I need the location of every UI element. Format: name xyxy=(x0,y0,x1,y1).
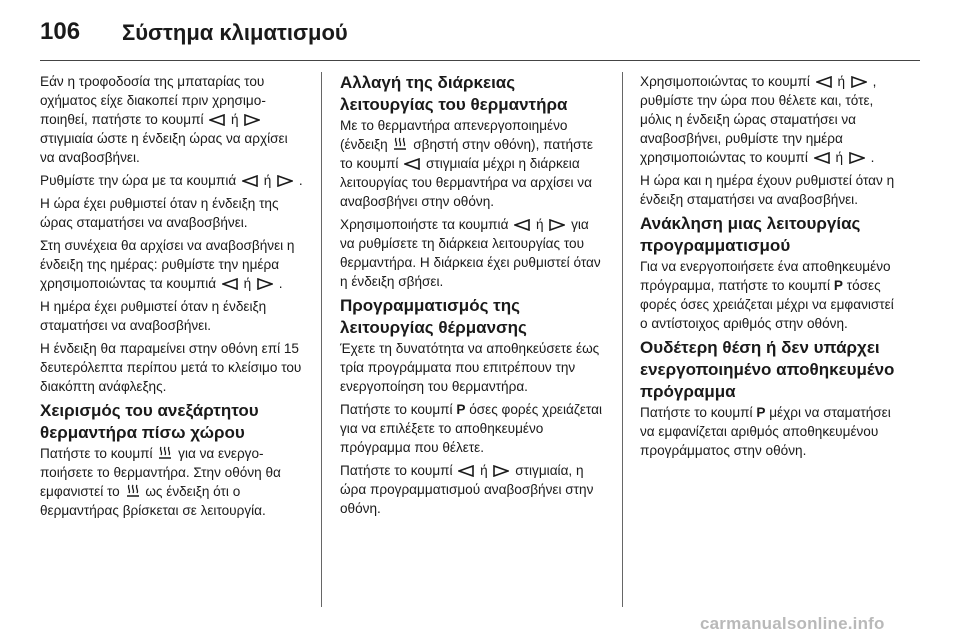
paragraph: Η ημέρα έχει ρυθμιστεί όταν η ένδειξη σταματήσει να αναβοσβήνει. xyxy=(40,299,267,333)
section-heading: Προγραμματισμός της λειτουργίας θέρμανσης xyxy=(340,296,527,337)
triangle-left-icon xyxy=(816,76,832,88)
paragraph xyxy=(340,215,605,291)
text: ως ένδειξη ότι ο θερμαντήρας βρίσκεται σε λειτουργία. xyxy=(40,484,266,518)
header-rule xyxy=(40,60,920,61)
paragraph xyxy=(340,400,605,457)
triangle-left-icon xyxy=(404,158,420,170)
paragraph: Η ώρα έχει ρυθμιστεί όταν η ένδειξη της ώρας σταματήσει να αναβοσβήνει. xyxy=(40,196,279,230)
program-key-label: P xyxy=(456,402,466,417)
triangle-left-icon xyxy=(814,152,830,164)
text: για να ενεργοποιήσετε το θερμαντήρα. Στην οθόνη θα εμφανιστεί το xyxy=(40,446,281,499)
triangle-right-icon xyxy=(244,114,260,126)
paragraph xyxy=(40,171,305,190)
text: ή xyxy=(535,217,544,232)
paragraph: Η ώρα και η ημέρα έχουν ρυθμιστεί όταν η ένδειξη σταματήσει να αναβοσβήνει. xyxy=(640,173,895,207)
text: , ρυθμίστε την ώρα που θέλετε και, τότε, μόλις η ένδειξη ώρας σταματήσει να αναβοσβήνει, ρυθμίστε την ημέρα χρησιμοποιώντας το κουμπί xyxy=(640,74,877,165)
text: μέχρι να σταματήσει να εμφανίζεται αριθμός αποθηκευμένου προγράμματος στην οθόνη. xyxy=(640,405,891,458)
triangle-right-icon xyxy=(277,175,293,187)
text: για να ρυθμίσετε τη διάρκεια λειτουργίας του θερμαντήρα. Η διάρκεια έχει ρυθμιστεί όταν η ένδειξη σβήσει. xyxy=(340,217,601,289)
paragraph xyxy=(640,257,905,333)
text: Πατήστε το κουμπί xyxy=(40,446,153,461)
paragraph: Έχετε τη δυνατότητα να αποθηκεύσετε έως τρία προγράμματα που επιτρέπουν την ενεργοποίηση του θερμαντήρα. xyxy=(340,341,600,394)
text: σβηστή στην οθόνη), πατήστε το κουμπί xyxy=(340,137,593,171)
text: Για να ενεργοποιήσετε ένα αποθηκευμένο πρόγραμμα, πατήστε το κουμπί xyxy=(640,259,891,293)
triangle-right-icon xyxy=(549,219,565,231)
column-1 xyxy=(40,72,305,524)
text: στιγμιαία μέχρι η διάρκεια λειτουργίας του θερμαντήρα να αρχίσει να αναβοσβήνει στην οθόνη. xyxy=(340,156,592,209)
text: ή xyxy=(243,276,252,291)
text: Ρυθμίστε την ώρα με τα κουμπιά xyxy=(40,173,237,188)
text: στιγμιαία, η ώρα προγραμματισμού αναβοσβήνει στην οθόνη. xyxy=(340,463,594,516)
text: όσες φορές χρειάζεται για να επιλέξετε το αποθηκευμένο πρόγραμμα που θέλετε. xyxy=(340,402,602,455)
text: Χρησιμοποιήστε τα κουμπιά xyxy=(340,217,509,232)
section-heading: Αλλαγή της διάρκειας λειτουργίας του θερμαντήρα xyxy=(340,73,568,114)
paragraph xyxy=(640,72,905,167)
section-heading: Ανάκληση μιας λειτουργίας προγραμματισμού xyxy=(640,214,861,255)
heat-waves-icon xyxy=(393,137,407,151)
section-heading: Ουδέτερη θέση ή δεν υπάρχει ενεργοποιημένο αποθηκευμένο πρόγραμμα xyxy=(640,338,895,401)
triangle-right-icon xyxy=(851,76,867,88)
paragraph xyxy=(640,403,905,460)
column-2 xyxy=(340,72,605,522)
text: στιγμιαία ώστε η ένδειξη ώρας να αρχίσει να αναβοσβήνει. xyxy=(40,131,288,165)
paragraph: Η ένδειξη θα παραμείνει στην οθόνη επί 15 δευτερόλεπτα περίπου μετά το κλείσιμο του διακόπτη ανάφλεξης. xyxy=(40,341,302,394)
chapter-title: Σύστημα κλιματισμού xyxy=(122,20,348,45)
paragraph xyxy=(40,236,305,293)
text: ή xyxy=(263,173,272,188)
text: ή xyxy=(835,150,844,165)
paragraph xyxy=(340,116,605,211)
paragraph xyxy=(40,444,305,520)
column-divider xyxy=(321,72,322,607)
text: Εάν η τροφοδοσία της μπαταρίας του οχήματος είχε διακοπεί πριν χρησιμοποιηθεί, πατήστε το κουμπί xyxy=(40,74,266,127)
column-divider xyxy=(622,72,623,607)
text: Πατήστε το κουμπί xyxy=(640,405,753,420)
watermark-text: carmanualsonline.info xyxy=(700,614,885,633)
triangle-left-icon xyxy=(242,175,258,187)
text: ή xyxy=(480,463,488,478)
triangle-right-icon xyxy=(257,278,273,290)
section-heading: Χειρισμός του ανεξάρτητου θερμαντήρα πίσω χώρου xyxy=(40,401,259,442)
column-3 xyxy=(640,72,905,464)
text: . xyxy=(298,173,303,188)
text: . xyxy=(278,276,283,291)
paragraph xyxy=(340,461,605,518)
program-key-label: P xyxy=(756,405,766,420)
text: ή xyxy=(837,74,846,89)
text: Πατήστε το κουμπί xyxy=(340,402,453,417)
text: τόσες φορές όσες χρειάζεται μέχρι να εμφανιστεί ο αντίστοιχος αριθμός στην οθόνη. xyxy=(640,278,894,331)
page-number: 106 xyxy=(40,18,81,45)
text: ή xyxy=(231,112,239,127)
triangle-left-icon xyxy=(514,219,530,231)
text: Με το θερμαντήρα απενεργοποιημένο (ένδειξη xyxy=(340,118,568,152)
triangle-left-icon xyxy=(209,114,225,126)
triangle-right-icon xyxy=(849,152,865,164)
program-key-label: P xyxy=(833,278,843,293)
text: Χρησιμοποιώντας το κουμπί xyxy=(640,74,810,89)
text: Στη συνέχεια θα αρχίσει να αναβοσβήνει η ένδειξη της ημέρας: ρυθμίστε την ημέρα χρησιμοποιώντας τα κουμπιά xyxy=(40,238,295,291)
text: Πατήστε το κουμπί xyxy=(340,463,453,478)
triangle-left-icon xyxy=(458,465,474,477)
paragraph xyxy=(40,72,305,167)
heat-waves-icon xyxy=(126,484,140,498)
triangle-left-icon xyxy=(222,278,238,290)
text: . xyxy=(870,150,875,165)
triangle-right-icon xyxy=(493,465,509,477)
heat-waves-icon xyxy=(158,446,172,460)
page-header xyxy=(40,10,920,58)
